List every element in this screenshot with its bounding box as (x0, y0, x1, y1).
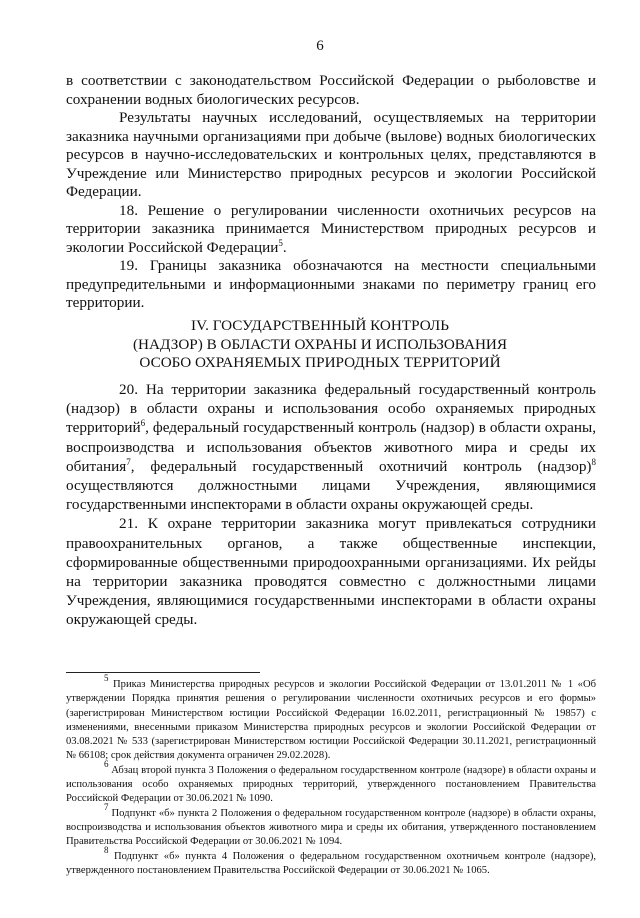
footnote-7 (66, 801, 596, 850)
footnote-number: 5 (104, 673, 109, 683)
paragraph-19: 19. Границы заказника обозначаются на местности специальными предупредительными и информационными знаками по периметру границ его территории. (66, 257, 596, 311)
paragraph-20-part-2: , федеральный государственный контроль (надзор) в области охраны, воспроизводства и использования объектов животного мира и среды их обитания (66, 419, 596, 475)
paragraph-20-part-3: , федеральный государственный охотничий контроль (надзор) (130, 457, 592, 475)
paragraph-research-results: Результаты научных исследований, осуществляемых на территории заказника научными организациями при добыче (вылове) водных биологических ресурсов в научно-исследовательских и контрольных целях, представляются в Учреждение или Министерство природных ресурсов и экологии Российской Федерации. (66, 109, 596, 200)
paragraph-18 (66, 202, 596, 258)
section-title-line-2: (НАДЗОР) В ОБЛАСТИ ОХРАНЫ И ИСПОЛЬЗОВАНИЯ (132, 335, 508, 353)
paragraph-20-part-1: 20. На территории заказника федеральный государственный контроль (надзор) в области охраны и использования особо охраняемых природных территорий (66, 381, 596, 437)
footnote-ref-5: 5 (278, 237, 283, 248)
footnote-6 (66, 758, 596, 807)
footnote-separator (66, 672, 260, 673)
footnote-number: 6 (104, 758, 109, 769)
section-title (0, 317, 640, 373)
footnote-ref-8: 8 (591, 456, 596, 467)
body-text-section-iv (66, 380, 596, 630)
footnotes (66, 673, 596, 878)
paragraph-20-part-4: осуществляются должностными лицами Учреждения, являющимися государственными инспекторами в области охраны окружающей среды. (66, 477, 596, 514)
paragraph-20 (66, 380, 596, 514)
footnote-number: 8 (104, 844, 109, 855)
footnote-text: Приказ Министерства природных ресурсов и экологии Российской Федерации от 13.01.2011 № 1 «Об утверждении Порядка принятия решения о регулировании численности охотничьих ресурсов и его формы» (зарегистрирован Министерством юстиции Российской Федерации 16.02.2011, регистрационный № 19857) с изменениями, внесенными приказом Министерства природных ресурсов и экологии Российской Федерации от 03.08.2021 № 533 (зарегистрирован Министерством юстиции Российской Федерации 30.11.2021, регистрационный № 66108; срок действия документа ограничен 29.02.2028). (66, 679, 596, 762)
footnote-8 (66, 844, 596, 879)
section-title-line-1: IV. ГОСУДАРСТВЕННЫЙ КОНТРОЛЬ (191, 317, 449, 334)
footnote-number: 7 (104, 801, 109, 812)
paragraph-continuation: в соответствии с законодательством Российской Федерации о рыболовстве и сохранении водных биологических ресурсов. (66, 72, 596, 108)
body-text-top (66, 72, 596, 313)
page-number: 6 (316, 38, 324, 54)
footnote-text: Подпункт «б» пункта 2 Положения о федеральном государственном контроле (надзоре) в области охраны, воспроизводства и использования объектов животного мира и среды их обитания, утвержденного постановлением Правительства Российской Федерации от 30.06.2021 № 1094. (66, 807, 596, 848)
footnote-ref-7: 7 (126, 456, 131, 467)
paragraph-18-text: 18. Решение о регулировании численности охотничьих ресурсов на территории заказника принимается Министерством природных ресурсов и экологии Российской Федерации (66, 201, 596, 256)
section-title-line-3: ОСОБО ОХРАНЯЕМЫХ ПРИРОДНЫХ ТЕРРИТОРИЙ (139, 354, 501, 371)
paragraph-21: 21. К охране территории заказника могут привлекаться сотрудники правоохранительных органов, а также общественные инспекции, сформированные общественными природоохранными организациями. Их рейды на территории заказника проводятся совместно с должностными лицами Учреждения, являющимися государственными инспекторами в области охраны окружающей среды. (66, 515, 596, 629)
footnote-5 (66, 673, 596, 764)
footnote-text: Абзац второй пункта 3 Положения о федеральном государственном контроле (надзоре) в области охраны и использования особо охраняемых природных территорий, утвержденного постановлением Правительства Российской Федерации от 30.06.2021 № 1090. (66, 764, 596, 805)
paragraph-18-tail: . (282, 238, 287, 256)
footnote-text: Подпункт «б» пункта 4 Положения о федеральном государственном охотничьем контроле (надзоре), утвержденного постановлением Правительства Российской Федерации от 30.06.2021 № 1065. (66, 850, 596, 876)
footnote-ref-6: 6 (140, 418, 146, 429)
